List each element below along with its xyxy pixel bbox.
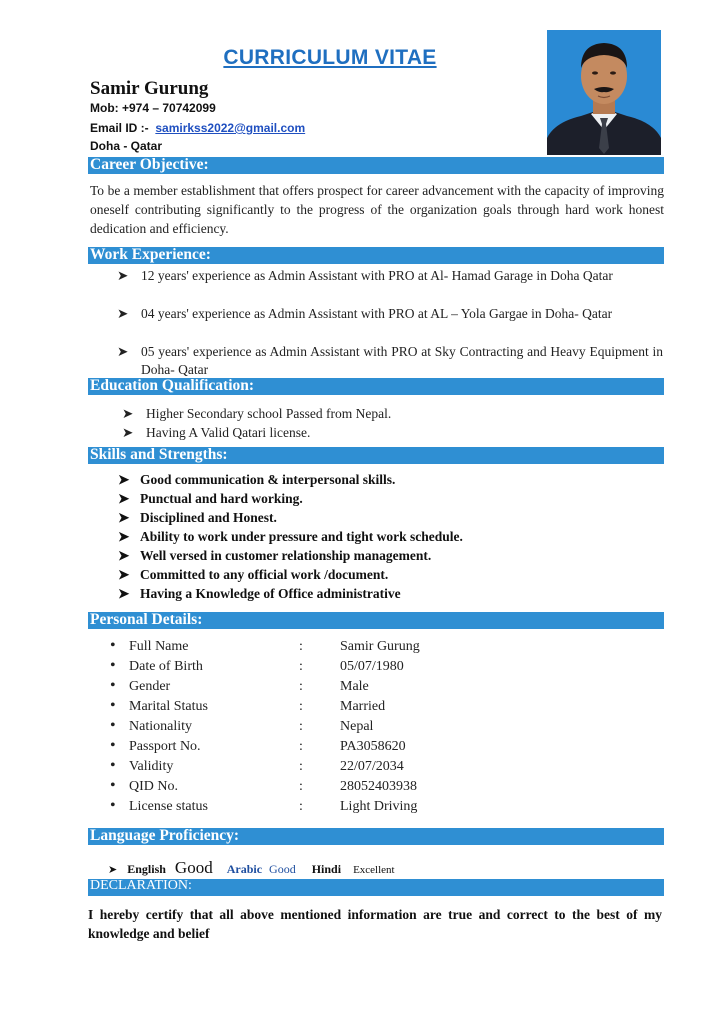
detail-label: Full Name [129,639,189,654]
page-title: CURRICULUM VITAE [223,46,437,69]
career-objective-heading [88,157,664,174]
detail-value: 28052403938 [340,779,417,794]
skill-item: ➤ Punctual and hard working. [118,491,303,506]
arrowhead-icon: ➤ [118,472,130,487]
personal-detail-row: • Gender : Male [110,677,369,694]
personal-details-title: Personal Details: [90,611,203,628]
personal-detail-row: • Marital Status : Married [110,697,386,714]
declaration-title: DECLARATION: [90,878,192,893]
detail-value: 22/07/2034 [340,759,404,774]
profile-photo [547,30,661,155]
language-arabic-level: Good [269,862,296,876]
detail-label: Marital Status [129,699,208,714]
work-experience-item: ➤ 12 years' experience as Admin Assistant with PRO at Al- Hamad Garage in Doha Qatar [117,268,613,283]
education-item: ➤ Having A Valid Qatari license. [122,425,311,440]
detail-value: Nepal [340,719,374,734]
detail-label: QID No. [129,779,178,794]
skill-item: ➤ Committed to any official work /document. [118,567,389,582]
arrowhead-icon: ➤ [118,567,130,582]
detail-label: License status [129,799,208,814]
detail-label: Date of Birth [129,659,203,674]
education-heading [88,378,664,395]
detail-label: Validity [129,759,174,774]
mobile-number: Mob: +974 – 70742099 [90,101,216,115]
bullet-dot-icon: • [110,777,116,794]
detail-label: Passport No. [129,739,201,754]
detail-value: Light Driving [340,799,418,814]
detail-value: Samir Gurung [340,639,420,654]
career-objective-text: To be a member establishment that offers prospect for career advancement with the capacity of improving oneself contributing significantly to the progress of the organization goals through hard work honest dedication and efficiency. [90,183,664,236]
skill-item: ➤ Good communication & interpersonal skills. [118,472,396,487]
arrowhead-icon: ➤ [117,268,129,283]
portrait-image [547,30,661,155]
bullet-dot-icon: • [110,797,116,814]
arrowhead-icon: ➤ [122,406,134,421]
skill-item: ➤ Having a Knowledge of Office administrative [118,586,401,601]
detail-label: Nationality [129,719,192,734]
work-experience-item: ➤ 05 years' experience as Admin Assistant with PRO at Sky Contracting and Heavy Equipment in Doha- Qatar [117,344,663,377]
detail-value: Male [340,679,369,694]
personal-details-heading [88,612,664,629]
candidate-name: Samir Gurung [90,78,209,99]
email-line [90,121,305,135]
education-title: Education Qualification: [90,377,255,394]
language-arabic: Arabic [226,862,263,876]
detail-value: Married [340,699,386,714]
skill-item: ➤ Ability to work under pressure and tight work schedule. [118,529,463,544]
skill-item: ➤ Well versed in customer relationship management. [118,548,432,563]
arrowhead-icon: ➤ [118,529,130,544]
personal-detail-row: • Passport No. : PA3058620 [110,737,406,754]
language-english-level: Good [174,858,213,877]
arrowhead-icon: ➤ [117,306,129,321]
arrowhead-icon: ➤ [118,491,130,506]
location: Doha - Qatar [90,139,163,153]
email-label: Email ID :- [90,121,149,135]
work-experience-item: ➤ 04 years' experience as Admin Assistant with PRO at AL – Yola Gargae in Doha- Qatar [117,306,613,321]
arrowhead-icon: ➤ [118,586,130,601]
skill-item: ➤ Disciplined and Honest. [118,510,277,525]
arrowhead-icon: ➤ [117,344,129,359]
work-experience-title: Work Experience: [90,246,211,263]
bullet-dot-icon: • [110,697,116,714]
arrowhead-icon: ➤ [118,510,130,525]
skills-title: Skills and Strengths: [90,446,228,463]
language-hindi: Hindi [311,862,342,876]
bullet-dot-icon: • [110,737,116,754]
language-english: English [127,862,166,876]
language-hindi-level: Excellent [353,864,395,876]
language-title: Language Proficiency: [90,827,240,844]
detail-label: Gender [129,679,171,694]
work-experience-heading [88,247,664,264]
personal-detail-row: • QID No. : 28052403938 [110,777,417,794]
personal-detail-row: • Nationality : Nepal [110,717,374,734]
email-link[interactable]: samirkss2022@gmail.com [155,121,306,135]
detail-value: PA3058620 [340,739,406,754]
arrowhead-icon: ➤ [122,425,134,440]
education-item: ➤ Higher Secondary school Passed from Nepal. [122,406,392,421]
language-heading [88,828,664,845]
bullet-dot-icon: • [110,757,116,774]
personal-detail-row: • Validity : 22/07/2034 [110,757,404,774]
declaration-heading [88,879,664,896]
skills-heading [88,447,664,464]
arrowhead-icon: ➤ [118,548,130,563]
arrowhead-icon: ➤ [108,864,118,876]
personal-detail-row: • Full Name : Samir Gurung [110,637,420,654]
declaration-text: I hereby certify that all above mentioned information are true and correct to the best of my knowledge and belief [88,907,662,941]
bullet-dot-icon: • [110,677,116,694]
bullet-dot-icon: • [110,717,116,734]
bullet-dot-icon: • [110,637,116,654]
personal-detail-row: • Date of Birth : 05/07/1980 [110,657,404,674]
career-objective-title: Career Objective: [90,156,209,173]
bullet-dot-icon: • [110,657,116,674]
detail-value: 05/07/1980 [340,659,404,674]
language-line [108,858,395,878]
personal-detail-row: • License status : Light Driving [110,797,418,814]
